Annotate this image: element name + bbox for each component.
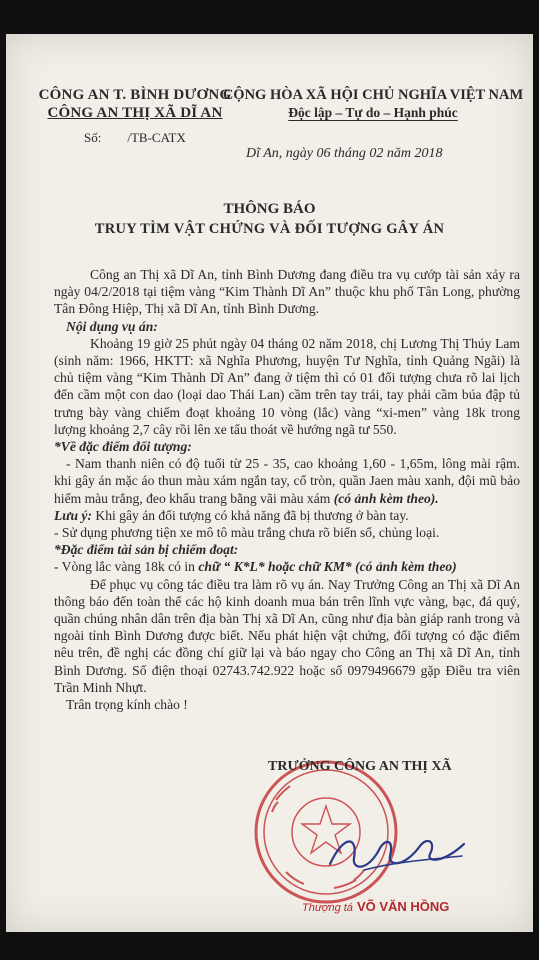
note-label: Lưu ý: <box>54 507 92 523</box>
asset-emphasis: chữ “ K*L* hoặc chữ KM* (có ảnh kèm theo) <box>198 559 457 575</box>
document-title <box>6 199 533 239</box>
motto: Độc lập – Tự do – Hạnh phúc <box>288 105 458 120</box>
handwritten-signature <box>324 824 474 884</box>
case-heading: Nội dụng vụ án: <box>66 318 158 334</box>
issuing-agency <box>20 86 250 122</box>
note-text: Khi gây án đối tượng có khả năng đã bị thương ở bàn tay. <box>95 507 409 523</box>
signer-name: VÕ VĂN HỒNG <box>356 899 450 914</box>
title-line-2: TRUY TÌM VẬT CHỨNG VÀ ĐỐI TƯỢNG GÂY ÁN <box>94 221 445 237</box>
title-line-1: THÔNG BÁO <box>223 201 316 217</box>
appeal-paragraph: Để phục vụ công tác điều tra làm rõ vụ án. Nay Trưởng Công an Thị xã Dĩ An thông báo đến toàn thể các hộ kinh doanh mua bán trên lĩnh vực vàng, bạc, đá quý, quần chúng nhân dân trên địa bàn Thị xã Dĩ An, cũng như địa bàn giáp ranh trong và ngoài tỉnh Bình Dương được biết. Nếu phát hiện vật chứng, đối tượng có đặc điểm nêu trên, đề nghị các đồng chí giữ lại và báo ngay cho Công an Thị xã Dĩ An, tỉnh Bình Dương. Số điện thoại 02743.742.922 hoặc số 0979496679 gặp Điều tra viên Trần Minh Nhựt. <box>54 576 520 695</box>
document-date: Dĩ An, ngày 06 tháng 02 năm 2018 <box>246 146 443 161</box>
signature-title: TRƯỞNG CÔNG AN THỊ XÃ <box>268 759 452 774</box>
national-motto <box>218 86 528 122</box>
agency-province: CÔNG AN T. BÌNH DƯƠNG <box>38 87 232 103</box>
case-paragraph: Khoảng 19 giờ 25 phút ngày 04 tháng 02 năm 2018, chị Lương Thị Thúy Lam (sinh năm: 1966, HKTT: xã Nghĩa Phương, huyện Tư Nghĩa, tỉnh Quảng Ngãi) là chủ tiệm vàng “Kim Thành Dĩ An” đang ở tiệm thì có 01 đối tượng chưa rõ lai lịch đến cầm một con dao (loại dao Thái Lan) cầm trên tay trái, tay phải cầm búa đập tủ trưng bày vàng chiếm đoạt khoảng 10 vòng (lắc) vàng “xi-men” vàng 18k trong lượng khoảng 2,7 cây rồi lên xe tẩu thoát về hướng ngã tư 550. <box>54 335 520 437</box>
document-number-value: /TB-CATX <box>127 130 186 145</box>
closing-line: Trân trọng kính chào ! <box>66 697 188 713</box>
note-paragraph <box>54 507 520 524</box>
suspect-heading: *Về đặc điểm đối tượng: <box>54 439 192 455</box>
asset-prefix: - Vòng lắc vàng 18k có in <box>54 559 195 575</box>
document-number <box>84 130 186 146</box>
asset-paragraph <box>54 558 520 575</box>
document-paper <box>6 34 533 932</box>
document-body <box>54 266 520 713</box>
intro-paragraph: Công an Thị xã Dĩ An, tỉnh Bình Dương đang điều tra vụ cướp tài sản xảy ra ngày 04/2/2018 tại tiệm vàng “Kim Thành Dĩ An” thuộc khu phố Tân Long, phường Tân Đông Hiệp, Thị xã Dĩ An, tỉnh Bình Dương. <box>54 267 520 317</box>
asset-heading: *Đặc điểm tài sản bị chiếm đoạt: <box>54 542 239 558</box>
vehicle-paragraph: - Sử dụng phương tiện xe mô tô màu trắng chưa rõ biển số, chủng loại. <box>54 525 440 541</box>
signer <box>302 899 449 914</box>
country-name: CỘNG HÒA XÃ HỘI CHỦ NGHĨA VIỆT NAM <box>222 87 524 103</box>
suspect-description: - Nam thanh niên có độ tuổi từ 25 - 35, cao khoảng 1,60 - 1,65m, lông mài rậm. khi gây án mặc áo thun màu xám ngắn tay, cổ tròn, quần Jaen màu xanh, đội mũ bảo hiểm màu trắng, đeo khẩu trang bằng vãi màu xám <box>54 456 520 506</box>
suspect-paragraph <box>54 455 520 507</box>
document-number-label: Số: <box>84 130 102 145</box>
signer-rank: Thượng tá <box>302 902 353 914</box>
suspect-photo-note: (có ảnh kèm theo). <box>333 490 439 506</box>
agency-town: CÔNG AN THỊ XÃ DĨ AN <box>47 105 223 121</box>
